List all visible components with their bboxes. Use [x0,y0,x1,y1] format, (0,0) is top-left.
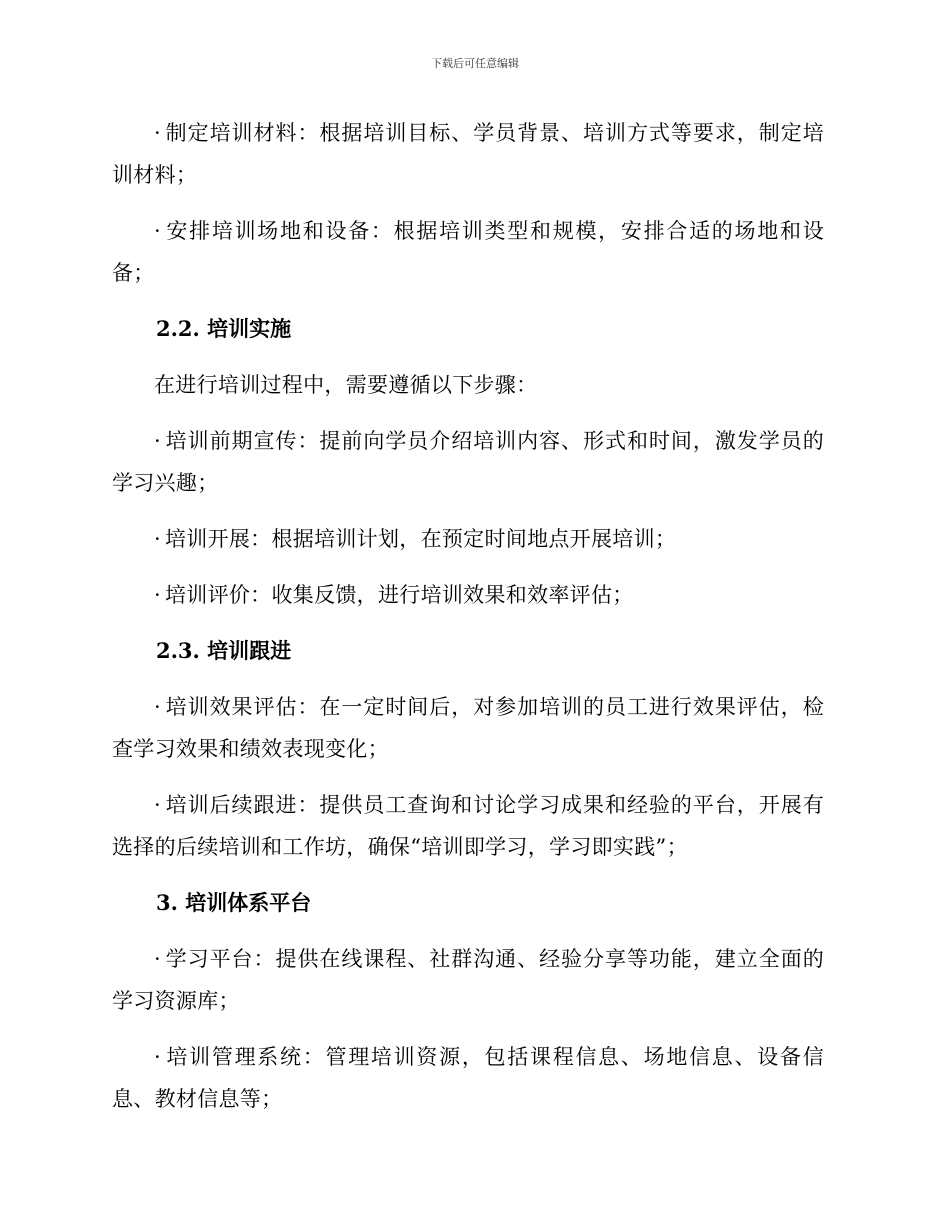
section-heading: 2.3. 培训跟进 [156,638,292,663]
bullet-paragraph [112,210,824,294]
bullet-text: 培训后续跟进：提供员工查询和讨论学习成果和经验的平台，开展有选择的后续培训和工作坊，确保“培训即学习，学习即实践”； [112,793,824,859]
body-paragraph: 在进行培训过程中，需要遵循以下步骤： [154,373,538,397]
bullet-paragraph [112,112,824,196]
section-heading: 2.2. 培训实施 [156,316,292,341]
bullet-paragraph [112,518,824,560]
bullet-marker: · [154,429,161,453]
bullet-paragraph [112,1036,824,1120]
bullet-text: 培训开展：根据培训计划，在预定时间地点开展培训； [164,527,677,551]
bullet-paragraph [112,686,824,770]
bullet-text: 培训评价：收集反馈，进行培训效果和效率评估； [164,583,634,607]
bullet-marker: · [154,527,161,551]
bullet-marker: · [154,219,161,243]
bullet-text: 学习平台：提供在线课程、社群沟通、经验分享等功能，建立全面的学习资源库； [112,947,824,1013]
bullet-text: 培训前期宣传：提前向学员介绍培训内容、形式和时间，激发学员的学习兴趣； [112,429,824,495]
bullet-marker: · [154,121,161,145]
bullet-marker: · [154,1045,161,1069]
bullet-marker: · [154,793,161,817]
bullet-marker: · [154,947,161,971]
bullet-paragraph [112,784,824,868]
bullet-text: 安排培训场地和设备：根据培训类型和规模，安排合适的场地和设备； [112,219,824,285]
page-header: 下载后可任意编辑 [431,57,519,70]
bullet-text: 制定培训材料：根据培训目标、学员背景、培训方式等要求，制定培训材料； [112,121,824,187]
document-body [112,112,824,1134]
bullet-text: 培训效果评估：在一定时间后，对参加培训的员工进行效果评估，检查学习效果和绩效表现变化； [112,695,824,761]
bullet-paragraph [112,938,824,1022]
bullet-paragraph [112,420,824,504]
bullet-paragraph [112,574,824,616]
bullet-marker: · [154,695,161,719]
bullet-text: 培训管理系统：管理培训资源，包括课程信息、场地信息、设备信息、教材信息等； [112,1045,824,1111]
bullet-marker: · [154,583,161,607]
section-heading: 3. 培训体系平台 [156,890,312,915]
